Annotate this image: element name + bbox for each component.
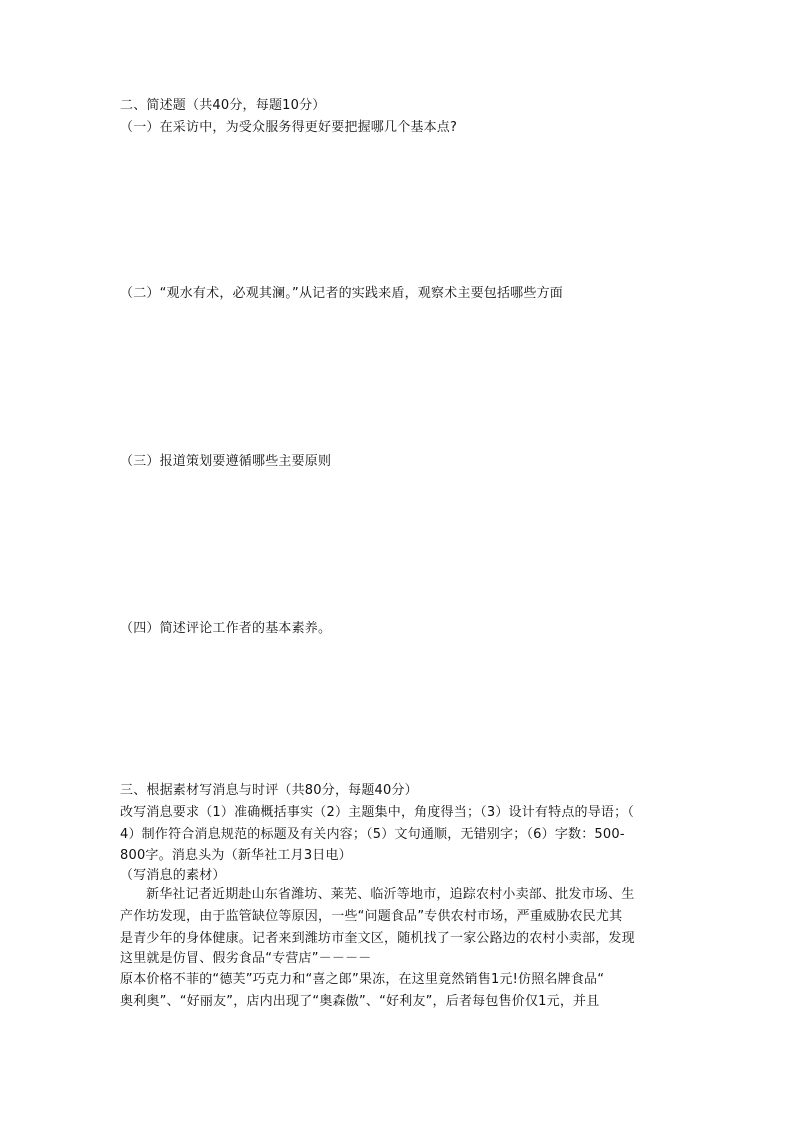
material-line-3: 是青少年的身体健康。记者来到潍坊市奎文区，随机找了一家公路边的农村小卖部，发现 <box>120 931 635 946</box>
material-line-6: 奥利奥”、“好丽友”，店内出现了“奥森傲”、“好利友”，后者每包售价仅1元，并且 <box>120 994 600 1009</box>
material-line-2: 产作坊发现，由于监管缺位等原因，一些“问题食品”专供农村市场，严重威胁农民尤其 <box>120 909 623 924</box>
material-label: （写消息的素材） <box>120 868 226 883</box>
question-3: （三）报道策划要遵循哪些主要原则 <box>120 454 332 469</box>
material-line-5: 原本价格不菲的“德芙”巧克力和“喜之郎”果冻，在这里竟然销售1元!仿照名牌食品“ <box>120 972 605 987</box>
material-line-1: 新华社记者近期赴山东省潍坊、莱芜、临沂等地市，追踪农村小卖部、批发市场、生 <box>146 887 635 902</box>
question-2: （二）“观水有术，必观其澜。”从记者的实践来盾，观察术主要包括哪些方面 <box>120 286 563 301</box>
section2-heading: 二、简述题（共40分，每题10分） <box>120 98 326 113</box>
material-line-4: 这里就是仿冒、假劣食品“专营店”－－－－ <box>120 951 372 966</box>
section3-heading: 三、根据素材写消息与时评（共80分，每题40分） <box>120 783 418 798</box>
requirements-line-2: 4）制作符合消息规范的标题及有关内容；（5）文句通顺，无错别字；（6）字数：500- <box>120 827 625 842</box>
requirements-line-3: 800字。消息头为（新华社工月3日电） <box>120 848 352 863</box>
question-1: （一）在采访中，为受众服务得更好要把握哪几个基本点? <box>120 120 458 135</box>
requirements-line-1: 改写消息要求（1）准确概括事实（2）主题集中，角度得当；（3）设计有特点的导语；（ <box>120 805 635 820</box>
question-4: （四）简述评论工作者的基本素养。 <box>120 621 332 636</box>
